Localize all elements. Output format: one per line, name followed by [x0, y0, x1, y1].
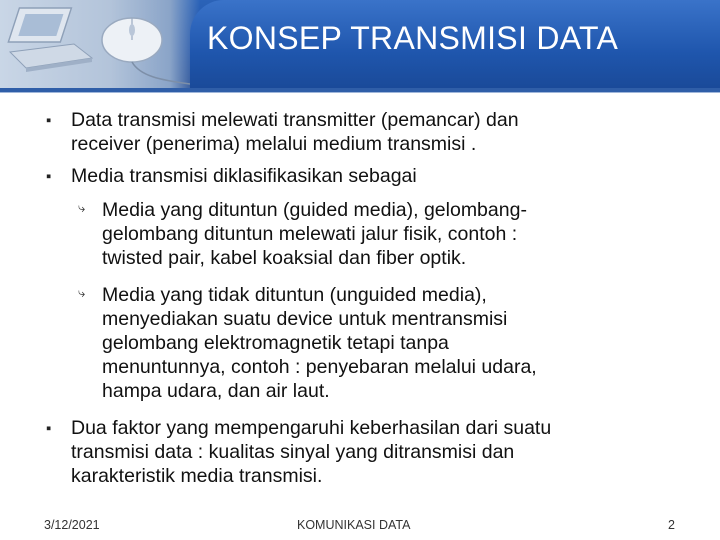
bullet-text-line: receiver (penerima) melalui medium transmisi .	[71, 133, 477, 155]
header-photo	[0, 0, 200, 88]
bullet-text-line: karakteristik media transmisi.	[71, 465, 323, 487]
slide-number: 2	[668, 518, 675, 532]
slide-header	[0, 0, 720, 88]
bullet-text-line: twisted pair, kabel koaksial dan fiber optik.	[102, 247, 467, 269]
curved-arrow-bullet-icon: ⤷	[78, 200, 86, 215]
bullet-text-line: Media transmisi diklasifikasikan sebagai	[71, 165, 417, 187]
curved-arrow-bullet-icon: ⤷	[78, 285, 86, 300]
bullet-text-line: menuntunnya, contoh : penyebaran melalui udara,	[102, 356, 537, 378]
slide-title: KONSEP TRANSMISI DATA	[207, 20, 619, 56]
sub-bullet-item	[102, 198, 527, 270]
bullet-item	[71, 164, 417, 188]
bullet-text-line: hampa udara, dan air laut.	[102, 380, 330, 402]
bullet-text-line: gelombang dituntun melewati jalur fisik, contoh :	[102, 223, 518, 245]
square-bullet-icon: ▪	[46, 168, 52, 185]
slide-body	[0, 104, 720, 504]
square-bullet-icon: ▪	[46, 112, 52, 129]
bullet-item	[71, 108, 519, 156]
bullet-text-line: transmisi data : kualitas sinyal yang ditransmisi dan	[71, 441, 515, 463]
header-rule-light	[0, 92, 720, 93]
footer-title: KOMUNIKASI DATA	[297, 518, 411, 532]
bullet-text-line: Media yang dituntun (guided media), gelombang-	[102, 199, 527, 221]
bullet-text-line: Data transmisi melewati transmitter (pemancar) dan	[71, 109, 519, 131]
footer-date: 3/12/2021	[44, 518, 100, 532]
computer-mouse-image	[0, 0, 200, 88]
bullet-text-line: menyediakan suatu device untuk mentransmisi	[102, 308, 508, 330]
bullet-text-line: Dua faktor yang mempengaruhi keberhasilan dari suatu	[71, 417, 552, 439]
bullet-text-line: gelombang elektromagnetik tetapi tanpa	[102, 332, 449, 354]
square-bullet-icon: ▪	[46, 420, 52, 437]
sub-bullet-item	[102, 283, 537, 403]
bullet-item	[71, 416, 551, 488]
bullet-text-line: Media yang tidak dituntun (unguided media),	[102, 284, 487, 306]
